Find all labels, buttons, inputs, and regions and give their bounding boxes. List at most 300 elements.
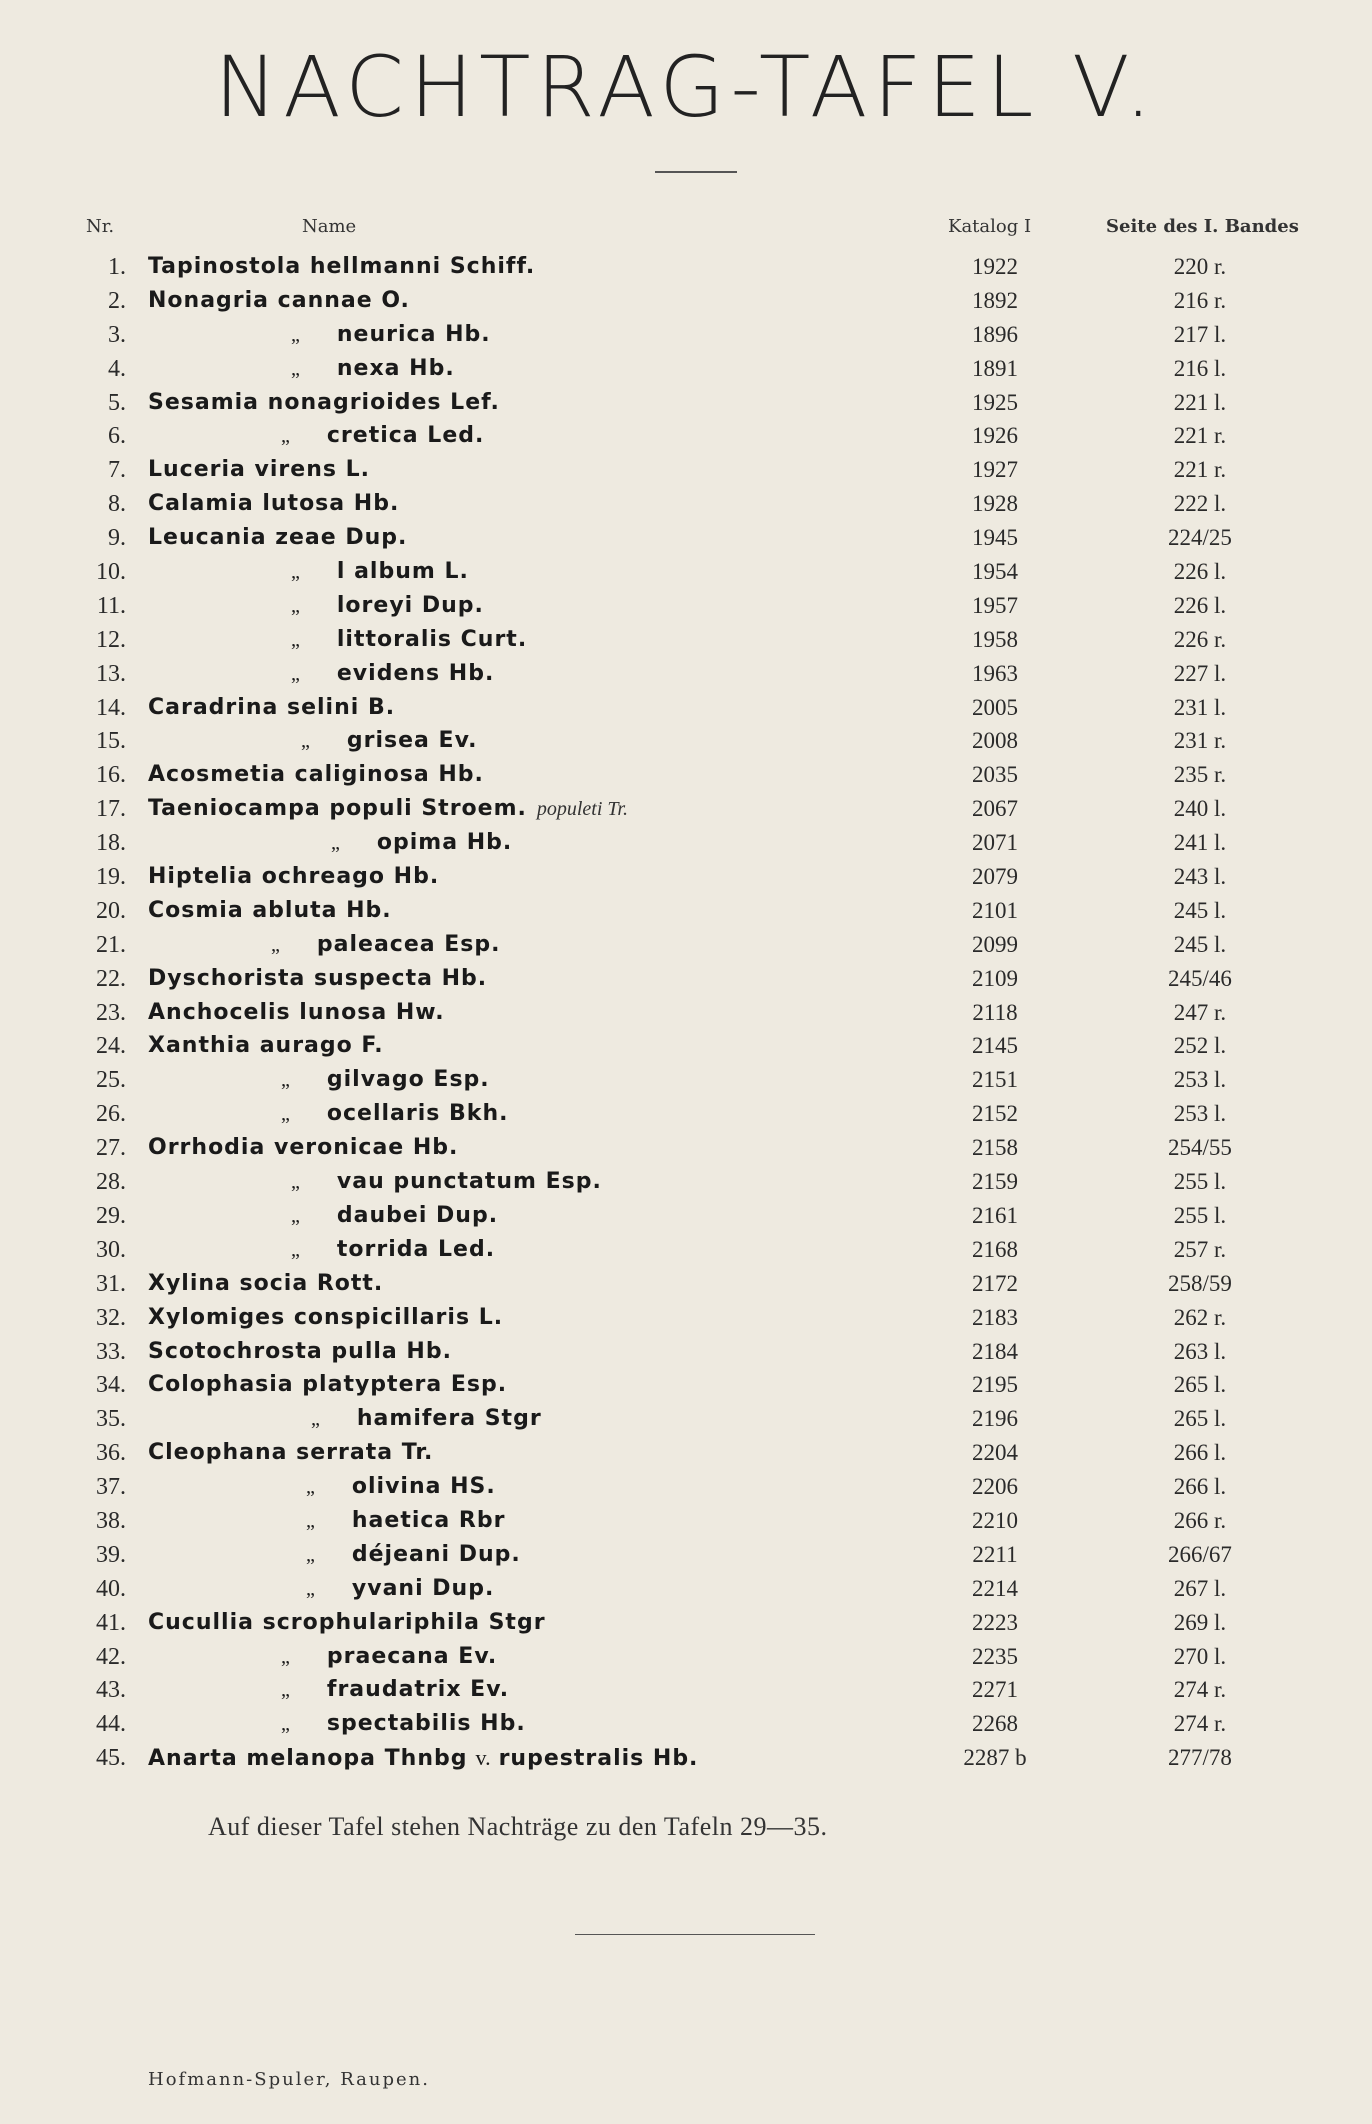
table-row xyxy=(0,1438,1372,1472)
row-number: 9. xyxy=(108,525,126,552)
table-row xyxy=(0,489,1372,523)
katalog-number: 1892 xyxy=(972,287,1018,313)
page-reference: 262 r. xyxy=(1173,1304,1227,1330)
row-number: 11. xyxy=(96,592,126,619)
katalog-number: 2204 xyxy=(972,1440,1018,1466)
table-row xyxy=(0,1743,1372,1777)
species-name-text: ocellaris Bkh. xyxy=(326,1101,509,1127)
species-name-text: Cleophana serrata Tr. xyxy=(148,1440,434,1466)
row-number: 32. xyxy=(96,1304,126,1331)
ditto-mark: „ xyxy=(281,425,291,448)
row-number: 33. xyxy=(96,1338,126,1365)
species-name xyxy=(291,559,469,584)
page-reference: 274 r. xyxy=(1173,1677,1227,1703)
page-reference: 221 r. xyxy=(1173,423,1227,449)
species-name-text: praecana Ev. xyxy=(326,1643,498,1669)
page-reference: 245 l. xyxy=(1173,897,1227,923)
page-reference: 263 l. xyxy=(1173,1338,1227,1364)
table-row xyxy=(0,252,1372,286)
synonym-note: populeti Tr. xyxy=(536,798,628,821)
table-row xyxy=(0,1269,1372,1303)
table-row xyxy=(0,1709,1372,1743)
katalog-number: 2172 xyxy=(972,1270,1018,1296)
species-name-text: Leucania zeae Dup. xyxy=(148,525,408,551)
row-number: 43. xyxy=(96,1677,126,1704)
species-name xyxy=(291,1237,495,1262)
species-name xyxy=(291,661,494,686)
species-name-text: Orrhodia veronicae Hb. xyxy=(148,1135,459,1161)
table-row xyxy=(0,659,1372,693)
row-number: 40. xyxy=(96,1575,126,1602)
row-number: 13. xyxy=(96,660,126,687)
table-row xyxy=(0,1675,1372,1709)
species-name xyxy=(291,356,455,381)
species-name xyxy=(148,695,395,720)
species-name-text: olivina HS. xyxy=(351,1474,496,1500)
table-row xyxy=(0,1303,1372,1337)
katalog-number: 2271 xyxy=(972,1677,1018,1703)
species-name-text: neurica Hb. xyxy=(336,321,491,347)
row-number: 17. xyxy=(96,796,126,823)
page-reference: 222 l. xyxy=(1173,491,1227,517)
species-name xyxy=(291,1169,602,1194)
species-name xyxy=(148,1610,546,1635)
page-reference: 267 l. xyxy=(1173,1575,1227,1601)
row-number: 19. xyxy=(96,864,126,891)
species-name-text: littoralis Curt. xyxy=(336,626,528,652)
row-number: 8. xyxy=(108,491,126,518)
row-number: 20. xyxy=(96,897,126,924)
species-name xyxy=(148,1000,445,1025)
katalog-number: 2195 xyxy=(972,1372,1018,1398)
page-reference: 265 l. xyxy=(1173,1406,1227,1432)
species-name-text: yvani Dup. xyxy=(351,1575,495,1601)
row-number: 41. xyxy=(96,1609,126,1636)
katalog-number: 1945 xyxy=(972,525,1018,551)
katalog-number: 2109 xyxy=(972,965,1018,991)
table-row xyxy=(0,1404,1372,1438)
row-number: 29. xyxy=(96,1202,126,1229)
species-name xyxy=(291,593,484,618)
header-katalog: Katalog I xyxy=(948,216,1032,237)
page-reference: 269 l. xyxy=(1173,1609,1227,1635)
ditto-mark: „ xyxy=(291,594,301,617)
page-reference: 277/78 xyxy=(1168,1745,1232,1771)
species-name-text: hamifera Stgr xyxy=(356,1406,542,1432)
species-name-text: Dyschorista suspecta Hb. xyxy=(148,965,488,991)
species-name xyxy=(148,966,487,991)
row-number: 21. xyxy=(96,931,126,958)
page-reference: 253 l. xyxy=(1173,1067,1227,1093)
ditto-mark: „ xyxy=(291,628,301,651)
ditto-mark: „ xyxy=(331,832,341,855)
katalog-number: 1926 xyxy=(972,423,1018,449)
species-name-text: Cucullia scrophulariphila Stgr xyxy=(148,1609,546,1635)
page-reference: 245/46 xyxy=(1168,965,1232,991)
ditto-mark: „ xyxy=(281,1103,291,1126)
page-reference: 240 l. xyxy=(1173,796,1227,822)
table-row xyxy=(0,1337,1372,1371)
page-reference: 216 l. xyxy=(1173,355,1227,381)
species-name-text: Calamia lutosa Hb. xyxy=(148,491,400,517)
katalog-number: 2168 xyxy=(972,1236,1018,1262)
species-name xyxy=(281,1711,526,1736)
katalog-number: 2035 xyxy=(972,762,1018,788)
page-reference: 226 l. xyxy=(1173,559,1227,585)
species-name-text: Hiptelia ochreago Hb. xyxy=(148,864,440,890)
footnote: Auf dieser Tafel stehen Nachträge zu den Tafeln 29—35. xyxy=(208,1812,828,1841)
table-row xyxy=(0,1642,1372,1676)
species-name-text: cretica Led. xyxy=(326,423,485,449)
variety-name: rupestralis Hb. xyxy=(498,1746,699,1772)
species-name xyxy=(331,830,512,855)
species-name xyxy=(148,525,407,550)
ditto-mark: „ xyxy=(301,730,311,753)
species-name-text: paleacea Esp. xyxy=(316,931,501,957)
row-number: 28. xyxy=(96,1169,126,1196)
katalog-number: 2268 xyxy=(972,1711,1018,1737)
page-reference: 243 l. xyxy=(1173,864,1227,890)
ditto-mark: „ xyxy=(306,1543,316,1566)
ditto-mark: „ xyxy=(291,323,301,346)
row-number: 35. xyxy=(96,1406,126,1433)
species-name xyxy=(148,1372,507,1397)
table-row xyxy=(0,1031,1372,1065)
species-name-text: Anchocelis lunosa Hw. xyxy=(148,999,445,1025)
table-row xyxy=(0,286,1372,320)
table-row xyxy=(0,421,1372,455)
ditto-mark: „ xyxy=(306,1577,316,1600)
table-row xyxy=(0,693,1372,727)
species-name-text: Nonagria cannae O. xyxy=(148,287,410,313)
katalog-number: 1954 xyxy=(972,559,1018,585)
row-number: 36. xyxy=(96,1440,126,1467)
ditto-mark: „ xyxy=(291,357,301,380)
species-name xyxy=(148,1135,458,1160)
row-number: 26. xyxy=(96,1101,126,1128)
page-reference: 226 l. xyxy=(1173,592,1227,618)
page-reference: 253 l. xyxy=(1173,1101,1227,1127)
table-row xyxy=(0,930,1372,964)
species-name xyxy=(148,864,439,889)
page-reference: 255 l. xyxy=(1173,1202,1227,1228)
row-number: 16. xyxy=(96,762,126,789)
row-number: 12. xyxy=(96,626,126,653)
ditto-mark: „ xyxy=(306,1509,316,1532)
ditto-mark: „ xyxy=(291,1171,301,1194)
table-row xyxy=(0,388,1372,422)
species-name xyxy=(311,1406,542,1431)
katalog-number: 2099 xyxy=(972,931,1018,957)
katalog-number: 2079 xyxy=(972,864,1018,890)
species-name-text: Taeniocampa populi Stroem. xyxy=(148,796,527,822)
header-nr: Nr. xyxy=(86,216,115,237)
katalog-number: 2161 xyxy=(972,1202,1018,1228)
page-reference: 266 l. xyxy=(1173,1440,1227,1466)
page-reference: 224/25 xyxy=(1168,525,1232,551)
species-name-text: haetica Rbr xyxy=(351,1507,506,1533)
species-name-text: loreyi Dup. xyxy=(336,592,484,618)
species-name xyxy=(148,898,392,923)
katalog-number: 1958 xyxy=(972,626,1018,652)
katalog-number: 2158 xyxy=(972,1135,1018,1161)
page-title: NACHTRAG-TAFEL V. xyxy=(214,38,1158,136)
species-name xyxy=(148,1339,452,1364)
species-name-text: Cosmia abluta Hb. xyxy=(148,897,392,923)
katalog-number: 2071 xyxy=(972,830,1018,856)
species-name-text: Luceria virens L. xyxy=(148,457,370,483)
species-name xyxy=(291,1203,498,1228)
species-name xyxy=(281,1067,490,1092)
row-number: 42. xyxy=(96,1643,126,1670)
katalog-number: 1922 xyxy=(972,254,1018,279)
katalog-number: 1957 xyxy=(972,592,1018,618)
ditto-mark: „ xyxy=(291,1238,301,1261)
ditto-mark: „ xyxy=(311,1408,321,1431)
species-name xyxy=(301,728,477,753)
table-row xyxy=(0,1506,1372,1540)
page-reference: 216 r. xyxy=(1173,287,1227,313)
ditto-mark: „ xyxy=(281,1645,291,1668)
katalog-number: 2184 xyxy=(972,1338,1018,1364)
row-number: 1. xyxy=(108,254,126,280)
species-name xyxy=(281,423,484,448)
species-name xyxy=(148,254,535,279)
species-table xyxy=(0,252,1372,1777)
species-name xyxy=(148,1271,383,1296)
species-name-text: Caradrina selini B. xyxy=(148,694,396,720)
katalog-number: 2067 xyxy=(972,796,1018,822)
species-name-text: Anarta melanopa Thnbg xyxy=(148,1746,468,1772)
katalog-number: 2223 xyxy=(972,1609,1018,1635)
row-number: 24. xyxy=(96,1033,126,1060)
katalog-number: 1896 xyxy=(972,321,1018,347)
table-row xyxy=(0,1099,1372,1133)
header-name: Name xyxy=(302,216,357,237)
species-name-text: daubei Dup. xyxy=(336,1202,499,1228)
table-row xyxy=(0,523,1372,557)
page-reference: 274 r. xyxy=(1173,1711,1227,1737)
species-name-text: Sesamia nonagrioides Lef. xyxy=(148,389,500,415)
table-row xyxy=(0,862,1372,896)
table-row xyxy=(0,998,1372,1032)
species-name xyxy=(148,1305,503,1330)
page-reference: 221 l. xyxy=(1173,389,1227,415)
row-number: 39. xyxy=(96,1541,126,1568)
page-reference: 270 l. xyxy=(1173,1643,1227,1669)
species-name-text: déjeani Dup. xyxy=(351,1541,521,1567)
species-name-text: Scotochrosta pulla Hb. xyxy=(148,1338,452,1364)
table-row xyxy=(0,1235,1372,1269)
row-number: 2. xyxy=(108,287,126,314)
ditto-mark: „ xyxy=(271,933,281,956)
row-number: 38. xyxy=(96,1507,126,1534)
page-reference: 266/67 xyxy=(1168,1541,1232,1567)
table-row xyxy=(0,557,1372,591)
row-number: 15. xyxy=(96,728,126,755)
page-reference: 220 r. xyxy=(1173,254,1227,279)
species-name-text: l album L. xyxy=(336,559,469,585)
katalog-number: 2210 xyxy=(972,1507,1018,1533)
bottom-divider xyxy=(575,1934,815,1935)
species-name xyxy=(281,1677,509,1702)
page-reference: 255 l. xyxy=(1173,1169,1227,1195)
publisher-line: Hofmann-Spuler, Raupen. xyxy=(148,2069,430,2090)
species-name xyxy=(148,491,399,516)
page-reference: 266 r. xyxy=(1173,1507,1227,1533)
katalog-number: 1925 xyxy=(972,389,1018,415)
row-number: 10. xyxy=(96,559,126,586)
species-name xyxy=(148,1440,433,1465)
species-name xyxy=(281,1644,497,1669)
row-number: 14. xyxy=(96,694,126,721)
table-row xyxy=(0,828,1372,862)
page-reference: 227 l. xyxy=(1173,660,1227,686)
page-reference: 221 r. xyxy=(1173,457,1227,483)
row-number: 7. xyxy=(108,457,126,484)
species-name-text: nexa Hb. xyxy=(336,355,455,381)
row-number: 22. xyxy=(96,965,126,992)
species-name-text: Tapinostola hellmanni Schiff. xyxy=(148,254,536,279)
species-name xyxy=(291,322,491,347)
table-row xyxy=(0,1370,1372,1404)
row-number: 31. xyxy=(96,1270,126,1297)
species-name-text: Xylina socia Rott. xyxy=(148,1270,384,1296)
species-name xyxy=(306,1474,496,1499)
page-reference: 247 r. xyxy=(1173,999,1227,1025)
katalog-number: 2235 xyxy=(972,1643,1018,1669)
katalog-number: 2159 xyxy=(972,1169,1018,1195)
katalog-number: 2206 xyxy=(972,1474,1018,1500)
katalog-number: 2183 xyxy=(972,1304,1018,1330)
table-row xyxy=(0,591,1372,625)
species-name xyxy=(306,1508,505,1533)
ditto-mark: „ xyxy=(281,1069,291,1092)
ditto-mark: „ xyxy=(281,1679,291,1702)
species-name-text: fraudatrix Ev. xyxy=(326,1677,510,1703)
species-name-text: Colophasia platyptera Esp. xyxy=(148,1372,508,1398)
row-number: 25. xyxy=(96,1067,126,1094)
page-reference: 265 l. xyxy=(1173,1372,1227,1398)
row-number: 6. xyxy=(108,423,126,450)
row-number: 5. xyxy=(108,389,126,416)
table-row xyxy=(0,1574,1372,1608)
species-name-text: spectabilis Hb. xyxy=(326,1711,526,1737)
species-name xyxy=(291,627,527,652)
page-reference: 266 l. xyxy=(1173,1474,1227,1500)
katalog-number: 2214 xyxy=(972,1575,1018,1601)
species-name-text: evidens Hb. xyxy=(336,660,495,686)
page-reference: 231 r. xyxy=(1173,728,1227,754)
species-name xyxy=(148,796,628,821)
species-name-text: torrida Led. xyxy=(336,1236,496,1262)
row-number: 18. xyxy=(96,830,126,857)
header-seite: Seite des I. Bandes xyxy=(1106,216,1299,237)
ditto-mark: „ xyxy=(291,561,301,584)
table-row xyxy=(0,1540,1372,1574)
katalog-number: 1963 xyxy=(972,660,1018,686)
table-row xyxy=(0,1472,1372,1506)
species-name xyxy=(148,288,410,313)
ditto-mark: „ xyxy=(291,1204,301,1227)
page-reference: 258/59 xyxy=(1168,1270,1232,1296)
katalog-number: 2118 xyxy=(972,999,1018,1025)
page-reference: 231 l. xyxy=(1173,694,1227,720)
species-name xyxy=(281,1101,508,1126)
row-number: 30. xyxy=(96,1236,126,1263)
table-row xyxy=(0,1167,1372,1201)
table-row xyxy=(0,354,1372,388)
table-row xyxy=(0,1133,1372,1167)
page-reference: 254/55 xyxy=(1168,1135,1232,1161)
row-number: 34. xyxy=(96,1372,126,1399)
table-row xyxy=(0,455,1372,489)
species-name xyxy=(148,457,370,482)
row-number: 4. xyxy=(108,355,126,382)
species-name xyxy=(148,390,500,415)
row-number: 44. xyxy=(96,1711,126,1738)
katalog-number: 2211 xyxy=(972,1541,1018,1567)
species-name xyxy=(148,1033,384,1058)
table-row xyxy=(0,896,1372,930)
species-name-text: Xylomiges conspicillaris L. xyxy=(148,1304,504,1330)
species-name xyxy=(148,762,484,787)
table-row xyxy=(0,1608,1372,1642)
table-row xyxy=(0,1201,1372,1235)
table-row xyxy=(0,320,1372,354)
row-number: 27. xyxy=(96,1135,126,1162)
page-reference: 235 r. xyxy=(1173,762,1227,788)
table-row xyxy=(0,625,1372,659)
title-divider xyxy=(655,171,737,173)
page-reference: 245 l. xyxy=(1173,931,1227,957)
species-name-text: grisea Ev. xyxy=(346,728,478,754)
table-row xyxy=(0,760,1372,794)
katalog-number: 2152 xyxy=(972,1101,1018,1127)
table-row xyxy=(0,794,1372,828)
katalog-number: 2151 xyxy=(972,1067,1018,1093)
katalog-number: 2145 xyxy=(972,1033,1018,1059)
katalog-number: 2101 xyxy=(972,897,1018,923)
katalog-number: 2196 xyxy=(972,1406,1018,1432)
species-name-text: Acosmetia caliginosa Hb. xyxy=(148,762,484,788)
species-name-text: Xanthia aurago F. xyxy=(148,1033,384,1059)
row-number: 23. xyxy=(96,999,126,1026)
ditto-mark: „ xyxy=(291,662,301,685)
species-name-text: gilvago Esp. xyxy=(326,1067,490,1093)
katalog-number: 1928 xyxy=(972,491,1018,517)
row-number: 37. xyxy=(96,1474,126,1501)
table-row xyxy=(0,1065,1372,1099)
row-number: 3. xyxy=(108,321,126,348)
table-row xyxy=(0,726,1372,760)
page-reference: 226 r. xyxy=(1173,626,1227,652)
table-row xyxy=(0,964,1372,998)
ditto-mark: „ xyxy=(306,1476,316,1499)
page-reference: 252 l. xyxy=(1173,1033,1227,1059)
species-name-text: vau punctatum Esp. xyxy=(336,1169,602,1195)
species-name xyxy=(148,1745,698,1771)
variety-prefix: v. xyxy=(475,1745,491,1771)
page-reference: 241 l. xyxy=(1173,830,1227,856)
species-name xyxy=(271,932,501,957)
page-reference: 257 r. xyxy=(1173,1236,1227,1262)
katalog-number: 1891 xyxy=(972,355,1018,381)
page-reference: 217 l. xyxy=(1173,321,1227,347)
ditto-mark: „ xyxy=(281,1713,291,1736)
katalog-number: 2005 xyxy=(972,694,1018,720)
species-name xyxy=(306,1576,494,1601)
